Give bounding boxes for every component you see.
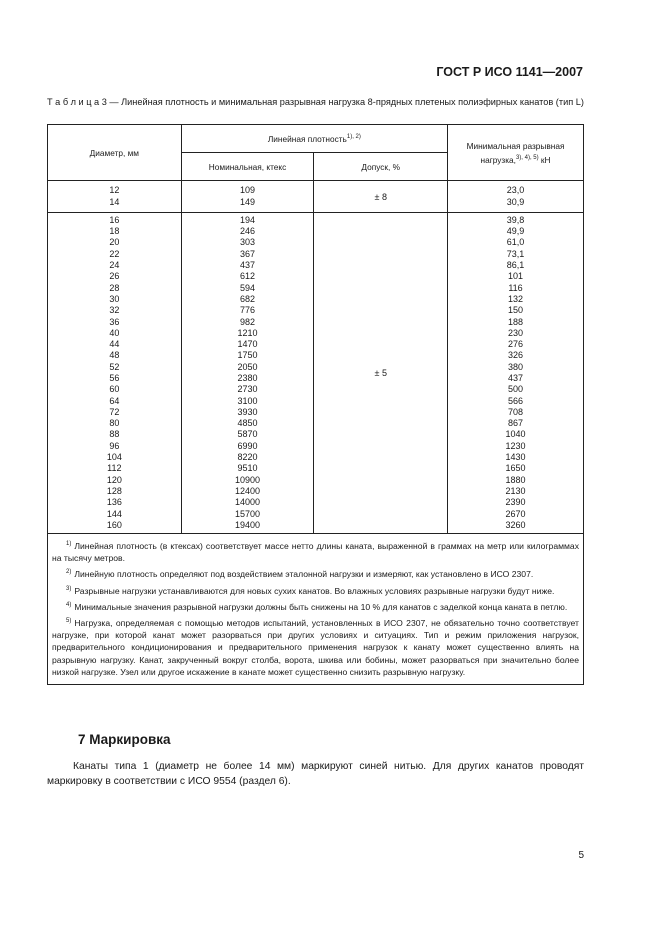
footnote	[52, 615, 579, 678]
nominal-value: 982	[240, 316, 256, 327]
breaking-value: 49,9	[506, 226, 525, 237]
footnote	[52, 538, 579, 564]
diameter-value: 120	[106, 474, 122, 485]
breaking-value: 2130	[505, 485, 526, 496]
footnote-text: Нагрузка, определяемая с помощью методов испытаний, установленных в ИСО 2307, не обязательно точно соответствует нагрузке, при которой канат может разорваться при других условиях и ситуациях. Тип и режим приложения нагрузок, предварительного кондиционирования и предварительного применения нагрузок к канату может существенно влиять на разрывную нагрузку. Канат, закрученный вокруг столба, ворота, шкива или бобины, может разорваться при значительно более низкой нагрузке. Узел или другое искажение в канате может существенно снизить разрывную нагрузку.	[52, 617, 579, 677]
nominal-value: 1470	[237, 339, 258, 350]
diameter-value: 160	[106, 519, 122, 530]
data-table	[47, 124, 584, 685]
group1-breaking	[448, 181, 584, 213]
nominal-value: 149	[240, 196, 256, 207]
footnote-number: 1)	[66, 541, 72, 547]
breaking-value: 867	[508, 418, 524, 429]
breaking-value: 500	[508, 384, 524, 395]
diameter-value: 30	[109, 293, 120, 304]
page-number: 5	[578, 850, 584, 861]
breaking-value: 230	[508, 327, 524, 338]
min-break-unit: кН	[538, 154, 551, 165]
diameter-value: 112	[107, 463, 122, 474]
table-caption: Т а б л и ц а 3 — Линейная плотность и минимальная разрывная нагрузка 8-прядных плетеных полиэфирных канатов (тип L)	[47, 97, 584, 107]
breaking-value: 437	[508, 373, 524, 383]
breaking-value: 86,1	[506, 260, 525, 271]
nominal-value: 5870	[237, 429, 258, 440]
diameter-value: 24	[109, 260, 120, 271]
diameter-value: 12	[109, 185, 120, 196]
breaking-value: 101	[508, 271, 524, 282]
breaking-value: 1880	[505, 474, 526, 485]
group1-diameters	[48, 181, 182, 213]
diameter-value: 32	[109, 305, 120, 316]
breaking-value: 116	[508, 282, 523, 293]
diameter-value: 20	[109, 237, 120, 248]
group1-tolerance: ± 8	[314, 181, 448, 213]
section-paragraph: Канаты типа 1 (диаметр не более 14 мм) маркируют синей нитью. Для других канатов проводят маркировку в соответствии с ИСО 9554 (раздел 6).	[47, 761, 584, 787]
group2-diameters	[48, 213, 182, 534]
nominal-value: 109	[240, 185, 256, 196]
diameter-value: 14	[109, 196, 120, 207]
nominal-value: 15700	[235, 508, 261, 519]
footnote	[52, 583, 579, 597]
group2-breaking	[448, 213, 584, 534]
footnote-number: 4)	[66, 601, 72, 608]
nominal-value: 8220	[237, 452, 258, 463]
nominal-value: 776	[240, 305, 256, 316]
min-break-sup: 3), 4), 5)	[515, 154, 539, 161]
diameter-value: 22	[109, 248, 120, 259]
nominal-value: 2730	[237, 384, 258, 395]
header-min-breaking-load	[448, 125, 584, 181]
nominal-value: 6990	[237, 440, 258, 451]
breaking-value: 380	[508, 361, 524, 372]
diameter-value: 80	[109, 418, 120, 429]
breaking-value: 23,0	[506, 185, 525, 196]
diameter-value: 144	[106, 508, 122, 519]
diameter-value: 72	[109, 406, 120, 417]
nominal-value: 1210	[237, 327, 258, 338]
diameter-value: 96	[109, 440, 120, 451]
diameter-value: 40	[109, 327, 120, 338]
header-tolerance: Допуск, %	[314, 153, 448, 181]
nominal-value: 194	[240, 214, 256, 225]
diameter-value: 88	[109, 429, 120, 440]
footnote-text: Минимальные значения разрывной нагрузки должны быть снижены на 10 % для канатов с заделкой конца каната в петлю.	[74, 601, 568, 612]
breaking-value: 276	[508, 339, 524, 350]
diameter-value: 52	[109, 361, 120, 372]
nominal-value: 1750	[237, 350, 258, 361]
nominal-value: 3930	[237, 406, 258, 417]
nominal-value: 12400	[235, 485, 261, 496]
breaking-value: 2670	[505, 508, 526, 519]
header-diameter: Диаметр, мм	[48, 125, 182, 181]
document-id: ГОСТ Р ИСО 1141—2007	[436, 65, 583, 79]
footnote-number: 5)	[66, 617, 72, 624]
nominal-value: 2380	[237, 373, 258, 383]
breaking-value: 61,0	[506, 237, 525, 248]
footnote-text: Линейная плотность (в ктексах) соответствует массе нетто длины каната, выраженной в граммах на метр или килограммах на тысячу метров.	[52, 540, 579, 564]
header-linear-density: Линейная плотность$^{1), 2)}$	[181, 125, 447, 153]
header-nominal: Номинальная, ктекс	[181, 153, 314, 181]
group2-tolerance: ± 5	[314, 213, 448, 534]
diameter-value: 28	[109, 282, 120, 293]
diameter-value: 48	[109, 350, 120, 361]
nominal-value: 682	[240, 293, 256, 304]
section-title: 7 Маркировка	[78, 732, 171, 747]
nominal-value: 19400	[235, 519, 261, 530]
footnote-number: 3)	[66, 585, 72, 592]
breaking-value: 1650	[505, 463, 526, 474]
breaking-value: 3260	[505, 519, 526, 530]
footnote	[52, 599, 579, 613]
nominal-value: 367	[240, 248, 256, 259]
breaking-value: 30,9	[506, 196, 525, 207]
footnote-text: Линейную плотность определяют под воздействием эталонной нагрузки и измеряют, как установлено в ИСО 2307.	[74, 569, 534, 580]
breaking-value: 132	[508, 293, 524, 304]
group1-nominal	[181, 181, 314, 213]
nominal-value: 437	[240, 260, 256, 271]
diameter-value: 18	[109, 226, 120, 237]
nominal-value: 10900	[235, 474, 261, 485]
breaking-value: 39,8	[506, 214, 525, 225]
diameter-value: 56	[109, 373, 120, 383]
min-break-label: Минимальная разрывная нагрузка,	[466, 140, 565, 165]
footnote-number: 2)	[66, 569, 72, 576]
breaking-value: 1430	[505, 452, 526, 463]
nominal-value: 2050	[237, 361, 258, 372]
diameter-value: 60	[109, 384, 120, 395]
diameter-value: 136	[106, 497, 122, 508]
breaking-value: 566	[508, 395, 524, 406]
footnote	[52, 566, 579, 580]
diameter-value: 104	[106, 452, 122, 463]
breaking-value: 326	[508, 350, 524, 361]
nominal-value: 4850	[237, 418, 258, 429]
nominal-value: 303	[240, 237, 256, 248]
diameter-value: 64	[109, 395, 120, 406]
breaking-value: 150	[508, 305, 524, 316]
diameter-value: 128	[106, 485, 122, 496]
group2-nominal	[181, 213, 314, 534]
nominal-value: 246	[240, 226, 256, 237]
diameter-value: 26	[109, 271, 120, 282]
diameter-value: 16	[109, 214, 120, 225]
nominal-value: 3100	[237, 395, 258, 406]
table-footnotes	[48, 534, 584, 685]
nominal-value: 594	[240, 282, 256, 293]
breaking-value: 1040	[505, 429, 526, 440]
breaking-value: 188	[508, 316, 524, 327]
breaking-value: 708	[508, 406, 524, 417]
nominal-value: 612	[240, 271, 256, 282]
footnote-text: Разрывные нагрузки устанавливаются для новых сухих канатов. Во влажных условиях разрывные нагрузки будут ниже.	[74, 585, 555, 596]
breaking-value: 1230	[505, 440, 526, 451]
nominal-value: 9510	[237, 463, 258, 474]
diameter-value: 36	[109, 316, 120, 327]
breaking-value: 73,1	[506, 248, 525, 259]
breaking-value: 2390	[505, 497, 526, 508]
diameter-value: 44	[109, 339, 120, 350]
nominal-value: 14000	[235, 497, 261, 508]
